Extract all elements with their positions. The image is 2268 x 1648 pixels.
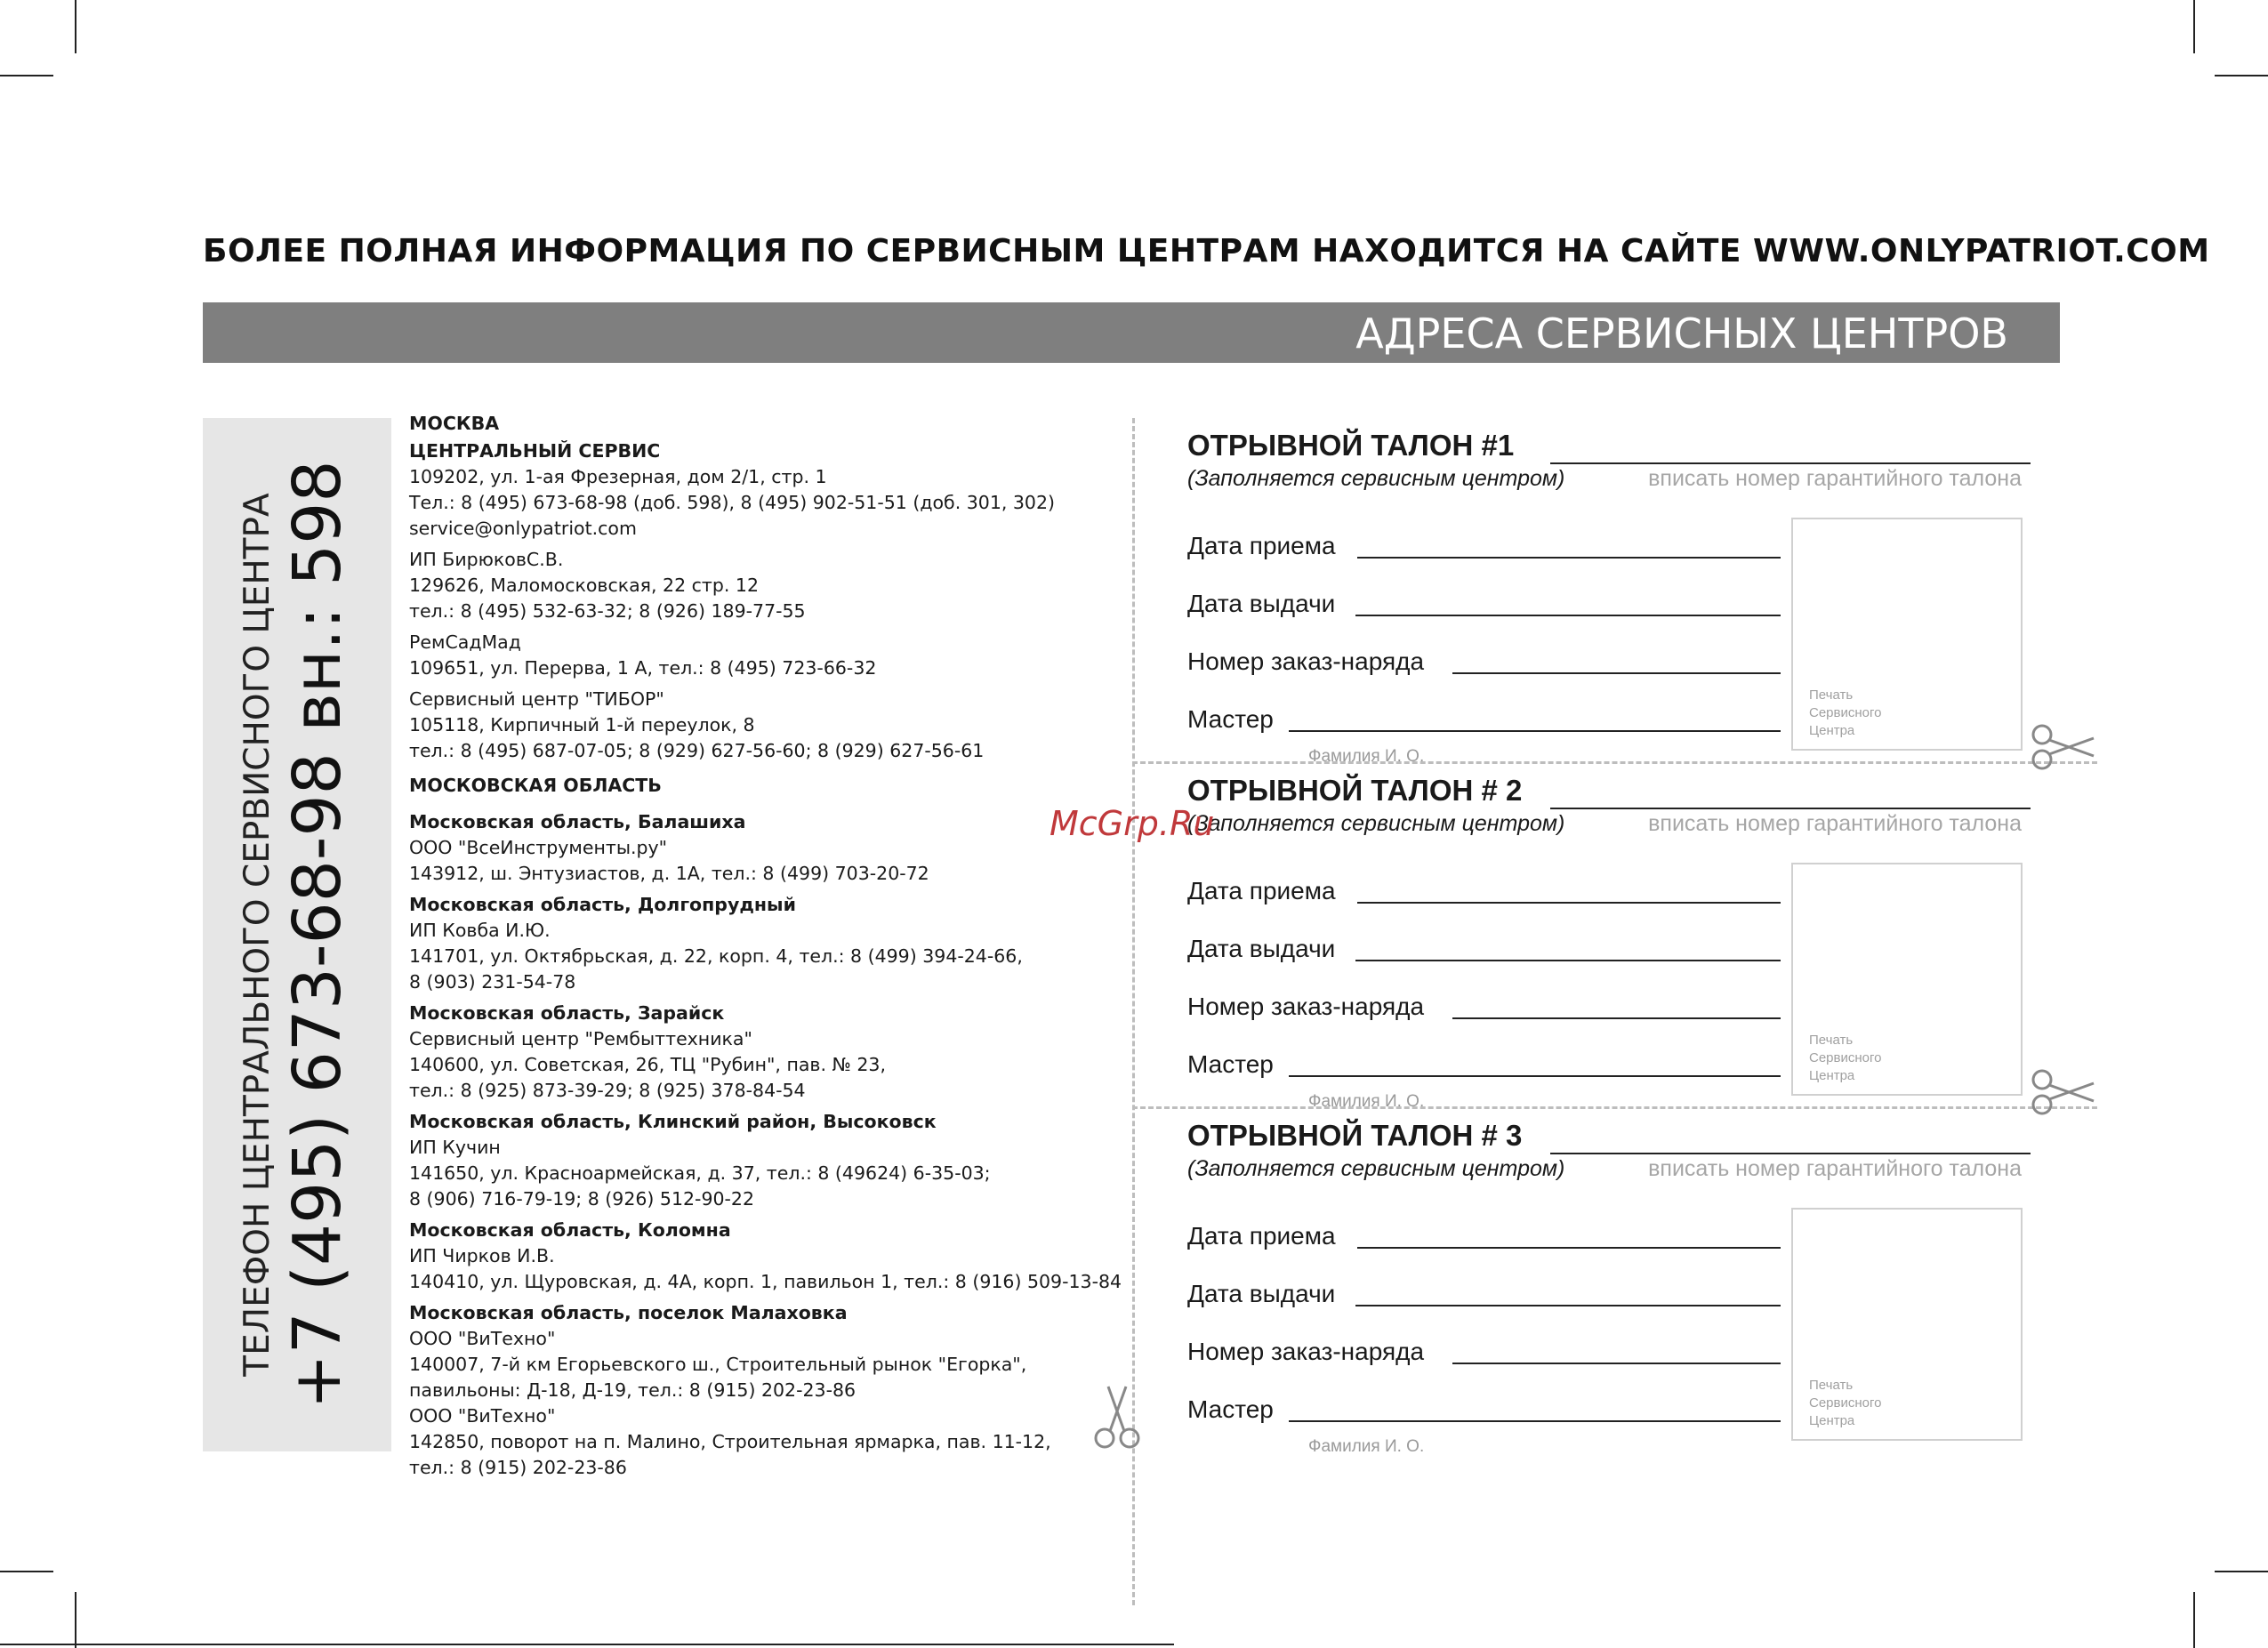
- address-block: [409, 809, 1094, 887]
- stamp-box: [1791, 518, 2023, 751]
- coupon-subtitle: (Заполняется сервисным центром): [1187, 466, 1565, 491]
- coupon-hint: вписать номер гарантийного талона: [1648, 466, 2022, 491]
- address-line: 140600, ул. Советская, 26, ТЦ "Рубин", пав. № 23,: [409, 1054, 886, 1075]
- address-line: Тел.: 8 (495) 673-68-98 (доб. 598), 8 (495) 902-51-51 (доб. 301, 302): [409, 492, 1056, 513]
- central-phone-number: +7 (495) 673-68-98 вн.: 598: [279, 460, 356, 1410]
- address-line: 141701, ул. Октябрьская, д. 22, корп. 4, тел.: 8 (499) 394-24-66,: [409, 945, 1023, 967]
- address-block: [409, 1001, 1094, 1104]
- field-issue-date-label: Дата выдачи: [1187, 935, 1336, 962]
- fio-caption: Фамилия И. О.: [1308, 1092, 1425, 1111]
- page-headline: БОЛЕЕ ПОЛНАЯ ИНФОРМАЦИЯ ПО СЕРВИСНЫМ ЦЕНТРАМ НАХОДИТСЯ НА САЙТЕ WWW.ONLYPATRIOT.COM: [203, 233, 2210, 269]
- coupon-subtitle: (Заполняется сервисным центром): [1187, 811, 1565, 836]
- field-issue-date[interactable]: [1355, 615, 1781, 616]
- field-master[interactable]: [1289, 1075, 1781, 1077]
- address-block: [409, 1218, 1122, 1295]
- stamp-caption-line: Печать: [1809, 1033, 1854, 1048]
- field-intake-date-label: Дата приема: [1187, 1222, 1336, 1250]
- field-master-label: Мастер: [1187, 705, 1274, 733]
- stamp-caption: [1809, 1377, 1881, 1430]
- coupon-number-line[interactable]: [1550, 1153, 2031, 1154]
- central-phone-rotated: [237, 423, 357, 1446]
- field-order-number-label: Номер заказ-наряда: [1187, 647, 1425, 675]
- bottom-rule: [0, 1644, 1174, 1645]
- tear-off-coupon-3: [1187, 1119, 2032, 1457]
- crop-mark: [75, 1592, 76, 1648]
- address-line: 129626, Маломосковская, 22 стр. 12: [409, 575, 759, 596]
- coupon-number-line[interactable]: [1550, 462, 2031, 464]
- address-line: Сервисный центр "Рембыттехника": [409, 1028, 752, 1049]
- coupon-title: ОТРЫВНОЙ ТАЛОН # 3: [1187, 1119, 1523, 1152]
- coupon-hint: вписать номер гарантийного талона: [1648, 811, 2022, 836]
- banner-title: АДРЕСА СЕРВИСНЫХ ЦЕНТРОВ: [1355, 310, 2008, 358]
- field-intake-date-label: Дата приема: [1187, 532, 1336, 559]
- stamp-caption: [1809, 1032, 1881, 1085]
- center-name: Московская область, Клинский район, Высоковск: [409, 1111, 937, 1132]
- address-line: 109202, ул. 1-ая Фрезерная, дом 2/1, стр. 1: [409, 466, 827, 487]
- central-phone-panel: [203, 418, 391, 1451]
- address-line: 142850, поворот на п. Малино, Строительная ярмарка, пав. 11-12,: [409, 1431, 1051, 1452]
- crop-mark: [0, 75, 53, 76]
- city-heading: МОСКВА: [409, 413, 500, 434]
- address-line: 109651, ул. Перерва, 1 А, тел.: 8 (495) 723-66-32: [409, 657, 877, 679]
- crop-mark: [2215, 1571, 2268, 1572]
- stamp-caption-line: Печать: [1809, 1378, 1854, 1393]
- field-master-label: Мастер: [1187, 1050, 1274, 1078]
- stamp-caption-line: Сервисного: [1809, 1050, 1882, 1065]
- center-name: Московская область, Зарайск: [409, 1002, 725, 1024]
- city-heading: МОСКОВСКАЯ ОБЛАСТЬ: [409, 775, 662, 796]
- center-name: ЦЕНТРАЛЬНЫЙ СЕРВИС: [409, 440, 661, 462]
- address-block: [409, 1300, 1094, 1481]
- scissors-icon: [2030, 722, 2097, 772]
- coupon-subtitle: (Заполняется сервисным центром): [1187, 1156, 1565, 1181]
- address-line: ООО "ВиТехно": [409, 1405, 556, 1427]
- crop-mark: [0, 1571, 53, 1572]
- field-intake-date-label: Дата приема: [1187, 877, 1336, 904]
- field-master-label: Мастер: [1187, 1395, 1274, 1423]
- address-line: тел.: 8 (925) 873-39-29; 8 (925) 378-84-54: [409, 1080, 806, 1101]
- tear-off-coupon-1: [1187, 429, 2032, 767]
- address-block: [409, 630, 1094, 681]
- address-line: Сервисный центр "ТИБОР": [409, 688, 664, 710]
- address-line: ИП Ковба И.Ю.: [409, 920, 551, 941]
- stamp-caption-line: Сервисного: [1809, 1395, 1882, 1411]
- stamp-box: [1791, 1208, 2023, 1441]
- watermark: McGrp.Ru: [1050, 804, 1215, 843]
- field-intake-date[interactable]: [1357, 902, 1781, 904]
- address-line: 141650, ул. Красноармейская, д. 37, тел.: 8 (49624) 6-35-03;: [409, 1162, 991, 1184]
- stamp-caption-line: Печать: [1809, 687, 1854, 703]
- central-phone-label: ТЕЛЕФОН ЦЕНТРАЛЬНОГО СЕРВИСНОГО ЦЕНТРА: [237, 493, 277, 1377]
- address-line: 140007, 7-й км Егорьевского ш., Строительный рынок "Егорка",: [409, 1354, 1027, 1375]
- field-order-number[interactable]: [1452, 1363, 1781, 1364]
- address-line: тел.: 8 (915) 202-23-86: [409, 1457, 627, 1478]
- address-line: 143912, ш. Энтузиастов, д. 1А, тел.: 8 (499) 703-20-72: [409, 863, 929, 884]
- fio-caption: Фамилия И. О.: [1308, 1437, 1425, 1456]
- address-line: тел.: 8 (495) 532-63-32; 8 (926) 189-77-55: [409, 600, 806, 622]
- address-block: [409, 687, 1094, 764]
- stamp-caption-line: Центра: [1809, 1068, 1855, 1083]
- address-line: ООО "ВсеИнструменты.ру": [409, 837, 668, 858]
- coupon-hint: вписать номер гарантийного талона: [1648, 1156, 2022, 1181]
- address-line: 8 (903) 231-54-78: [409, 971, 576, 993]
- crop-mark: [75, 0, 76, 53]
- crop-mark: [2193, 0, 2195, 53]
- address-line: ИП Кучин: [409, 1137, 501, 1158]
- address-block: [409, 547, 1094, 624]
- horizontal-cut-line: [1132, 761, 2097, 764]
- address-list: [409, 411, 1122, 1481]
- stamp-caption: [1809, 687, 1881, 740]
- stamp-box: [1791, 863, 2023, 1096]
- field-order-number[interactable]: [1452, 672, 1781, 674]
- crop-mark: [2215, 75, 2268, 76]
- field-issue-date-label: Дата выдачи: [1187, 590, 1336, 617]
- field-order-number-label: Номер заказ-наряда: [1187, 993, 1425, 1020]
- address-line: павильоны: Д-18, Д-19, тел.: 8 (915) 202-23-86: [409, 1379, 857, 1401]
- center-name: Московская область, поселок Малаховка: [409, 1302, 848, 1323]
- field-master[interactable]: [1289, 1420, 1781, 1422]
- field-issue-date[interactable]: [1355, 1305, 1781, 1306]
- address-line: 140410, ул. Щуровская, д. 4А, корп. 1, павильон 1, тел.: 8 (916) 509-13-84: [409, 1271, 1122, 1292]
- address-line: service@onlypatriot.com: [409, 518, 637, 539]
- field-order-number-label: Номер заказ-наряда: [1187, 1338, 1425, 1365]
- address-line: ИП БирюковС.В.: [409, 549, 564, 570]
- field-master[interactable]: [1289, 730, 1781, 732]
- coupon-number-line[interactable]: [1550, 808, 2031, 809]
- center-name: Московская область, Коломна: [409, 1219, 731, 1241]
- field-order-number[interactable]: [1452, 1017, 1781, 1019]
- stamp-caption-line: Центра: [1809, 1413, 1855, 1428]
- field-intake-date[interactable]: [1357, 557, 1781, 559]
- address-line: тел.: 8 (495) 687-07-05; 8 (929) 627-56-60; 8 (929) 627-56-61: [409, 740, 985, 761]
- field-issue-date-label: Дата выдачи: [1187, 1280, 1336, 1307]
- scissors-icon: [1092, 1383, 1142, 1454]
- center-name: Московская область, Балашиха: [409, 811, 746, 832]
- address-line: ООО "ВиТехно": [409, 1328, 556, 1349]
- coupon-title: ОТРЫВНОЙ ТАЛОН #1: [1187, 429, 1515, 462]
- address-line: 105118, Кирпичный 1-й переулок, 8: [409, 714, 755, 736]
- address-line: ИП Чирков И.В.: [409, 1245, 555, 1266]
- center-name: Московская область, Долгопрудный: [409, 894, 796, 915]
- address-line: РемСадМад: [409, 631, 521, 653]
- field-issue-date[interactable]: [1355, 960, 1781, 961]
- fio-caption: Фамилия И. О.: [1308, 747, 1425, 766]
- address-block: [409, 438, 1094, 542]
- coupon-title: ОТРЫВНОЙ ТАЛОН # 2: [1187, 774, 1523, 807]
- stamp-caption-line: Центра: [1809, 723, 1855, 738]
- scissors-icon: [2030, 1067, 2097, 1117]
- address-block: [409, 1109, 1094, 1212]
- horizontal-cut-line: [1132, 1106, 2097, 1109]
- address-block: [409, 892, 1094, 995]
- tear-off-coupon-2: [1187, 774, 2032, 1112]
- address-line: 8 (906) 716-79-19; 8 (926) 512-90-22: [409, 1188, 755, 1210]
- field-intake-date[interactable]: [1357, 1247, 1781, 1249]
- crop-mark: [2193, 1592, 2195, 1648]
- section-banner: [203, 302, 2060, 363]
- stamp-caption-line: Сервисного: [1809, 705, 1882, 720]
